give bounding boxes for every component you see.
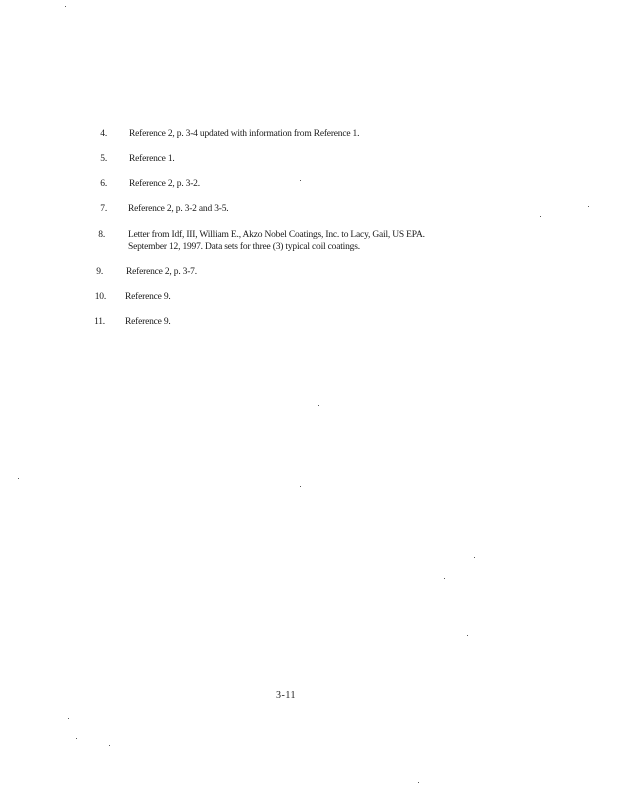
reference-number: 10. <box>94 292 106 302</box>
reference-text: Reference 9. <box>125 292 171 302</box>
scan-speck <box>418 782 419 783</box>
reference-text: Letter from Idf, III, William E., Akzo Nobel Coatings, Inc. to Lacy, Gail, US EPA. <box>128 230 425 240</box>
reference-text-continued: September 12, 1997. Data sets for three (3) typical coil coatings. <box>128 242 360 252</box>
scan-speck <box>467 635 468 636</box>
reference-text: Reference 2, p. 3-4 updated with information from Reference 1. <box>129 129 360 139</box>
reference-text: Reference 2, p. 3-2 and 3-5. <box>128 204 229 214</box>
scan-speck <box>68 718 69 719</box>
scan-speck <box>300 180 301 181</box>
reference-text: Reference 2, p. 3-7. <box>126 267 197 277</box>
scan-speck <box>300 486 301 487</box>
scan-speck <box>65 6 66 7</box>
scan-speck <box>444 578 445 579</box>
reference-number: 8. <box>98 230 105 240</box>
reference-text: Reference 9. <box>125 317 171 327</box>
reference-text: Reference 1. <box>129 154 175 164</box>
reference-text: Reference 2, p. 3-2. <box>129 179 200 189</box>
reference-number: 7. <box>100 204 107 214</box>
scan-speck <box>18 478 19 479</box>
reference-number: 6. <box>100 179 107 189</box>
scan-speck <box>318 405 319 406</box>
scan-speck <box>540 216 541 217</box>
page-number: 3-11 <box>276 690 296 701</box>
reference-number: 5. <box>100 154 107 164</box>
reference-number: 11. <box>94 317 105 327</box>
reference-number: 9. <box>96 267 103 277</box>
scan-speck <box>109 745 110 746</box>
scan-speck <box>76 738 77 739</box>
reference-number: 4. <box>100 129 107 139</box>
scan-speck <box>588 206 589 207</box>
scan-speck <box>474 557 475 558</box>
